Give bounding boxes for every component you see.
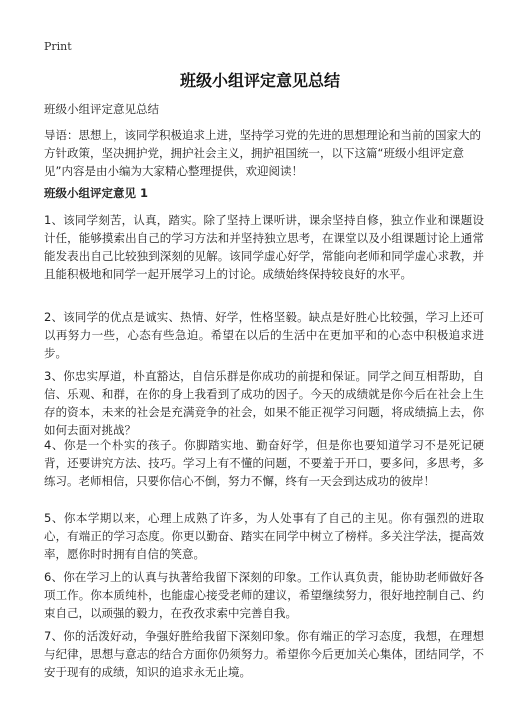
page-title: 班级小组评定意见总结 (179, 71, 340, 90)
paragraph-4: 4、你是一个朴实的孩子。你脚踏实地、勤奋好学，但是你也要知道学习不是死记硬背，还要讲究方法、技巧。学习上有不懂的问题，不要羞于开口，要多问，多思考，多练习。老师相信，只要你信心不倒，努力不懈，终有一天会到达成功的彼岸！ (44, 438, 484, 488)
paragraph-6: 6、你在学习上的认真与执著给我留下深刻的印象。工作认真负责，能协助老师做好各项工作。你本质纯朴，也能虚心接受老师的建议，希望继续努力，很好地控制自己、约束自己，以顽强的毅力，在孜孜求索中完善自我。 (44, 570, 484, 620)
intro-paragraph: 导语：思想上，该同学积极追求上进，坚持学习党的先进的思想理论和当前的国家大的方针政策，坚决拥护党，拥护社会主义，拥护祖国统一，以下这篇“班级小组评定意见”内容是由小编为大家精心整理提供，欢迎阅读！ (44, 128, 481, 178)
paragraph-3: 3、你忠实厚道，朴直豁达，自信乐群是你成功的前提和保证。同学之间互相帮助，自信、乐观、和群，在你的身上我看到了成功的因子。今天的成绩就是你今后在社会上生存的资本，未来的社会是充满竞争的社会，如果不能正视学习问题，将成绩搞上去，你如何去面对挑战？ (44, 369, 484, 437)
print-label[interactable]: Print (44, 40, 72, 53)
paragraph-1: 1、该同学刻苦，认真，踏实。除了坚持上课听讲，课余坚持自修，独立作业和课题设计任，能够摸索出自己的学习方法和并坚持独立思考，在课堂以及小组课题讨论上通常能发表出自己比较独到深刻的见解。该同学虚心好学，常能向老师和同学虚心求教，并且能积极地和同学一起开展学习上的讨论。成绩始终保持较良好的水平。 (44, 213, 484, 281)
paragraph-5: 5、你本学期以来，心理上成熟了许多，为人处事有了自己的主见。你有强烈的进取心，有端正的学习态度。你更以勤奋、踏实在同学中树立了榜样。多关注学法，提高效率，愿你时时拥有自信的笑意。 (44, 511, 484, 561)
section-heading: 班级小组评定意见 1 (44, 186, 149, 200)
paragraph-2: 2、该同学的优点是诚实、热情、好学，性格坚毅。缺点是好胜心比较强，学习上还可以再努力一些，心态有些急迫。希望在以后的生活中在更加平和的心态中积极追求进步。 (44, 310, 484, 360)
paragraph-7: 7、你的活泼好动，争强好胜给我留下深刻印象。你有端正的学习态度，我想，在理想与纪律，思想与意志的结合方面你仍须努力。希望你今后更加关心集体，团结同学，不安于现有的成绩，知识的追求永无止境。 (44, 629, 484, 679)
document-subtitle: 班级小组评定意见总结 (44, 102, 159, 116)
